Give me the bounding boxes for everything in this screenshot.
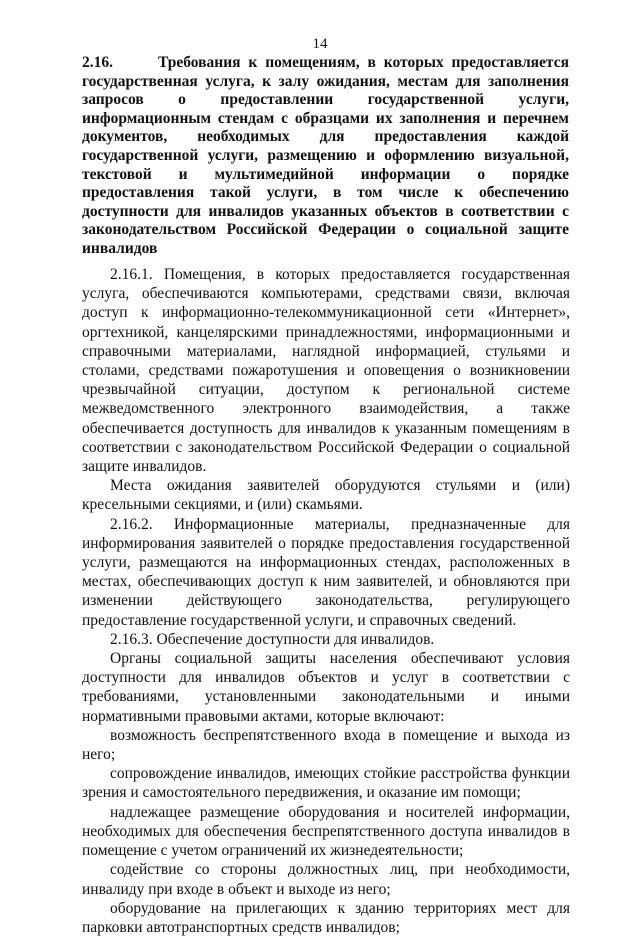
list-item-equipment: надлежащее размещение оборудования и носителей информации, необходимых для обеспечения беспрепятственного доступа инвалидов в помещение с учетом ограничений их жизнедеятельности; (82, 803, 570, 860)
list-item-entrance: возможность беспрепятственного входа в помещение и выхода из него; (82, 726, 570, 764)
page-number: 14 (312, 36, 328, 52)
list-item-escort: сопровождение инвалидов, имеющих стойкие расстройства функции зрения и самостоятельного передвижения, и оказание им помощи; (82, 765, 570, 802)
section-number: 2.16. (82, 54, 113, 71)
paragraph-accessibility-conditions: Органы социальной защиты населения обеспечивают условия доступности для инвалидов объектов и услуг в соответствии с требованиями, установленными законодательными и иными нормативными правовыми актами, которые включают: (82, 650, 570, 725)
section-body (82, 265, 570, 937)
section-heading (82, 54, 569, 259)
section-title: Требования к помещениям, в которых предоставляется государственная услуга, к залу ожидания, местам для заполнения запросов о предоставлении государственной услуги, информационным стендам с образцами их заполнения и перечнем документов, необходимых для предоставления каждой государственной услуги, размещению и оформлению визуальной, текстовой и мультимедийной информации о порядке предоставления такой услуги, в том числе к обеспечению доступности для инвалидов указанных объектов в соответствии с законодательством Российской Федерации о социальной защите инвалидов (82, 54, 569, 257)
list-item-parking: оборудование на прилегающих к зданию территориях мест для парковки автотранспортных средств инвалидов; (82, 899, 570, 936)
list-item-assistance: содействие со стороны должностных лиц, при необходимости, инвалиду при входе в объект и выходе из него; (82, 861, 570, 898)
paragraph-2-16-1: 2.16.1. Помещения, в которых предоставляется государственная услуга, обеспечиваются компьютерами, средствами связи, включая доступ к информационно-телекоммуникационной сети «Интернет», оргтехникой, канцелярскими принадлежностями, информационными и справочными материалами, наглядной информацией, стульями и столами, средствами пожаротушения и оповещения о возникновении чрезвычайной ситуации, доступом к региональной системе межведомственного электронного взаимодействия, а также обеспечивается доступность для инвалидов к указанным помещениям в соответствии с законодательством Российской Федерации о социальной защите инвалидов. (82, 266, 570, 476)
paragraph-waiting-places: Места ожидания заявителей оборудуются стульями и (или) кресельными секциями, и (или) скамьями. (82, 477, 570, 514)
paragraph-2-16-2: 2.16.2. Информационные материалы, предназначенные для информирования заявителей о порядке предоставления государственной услуги, размещаются на информационных стендах, расположенных в местах, обеспечивающих доступ к ним заявителей, и обновляются при изменении действующего законодательства, регулирующего предоставление государственной услуги, и справочных сведений. (82, 515, 570, 629)
paragraph-2-16-3: 2.16.3. Обеспечение доступности для инвалидов. (110, 630, 435, 648)
